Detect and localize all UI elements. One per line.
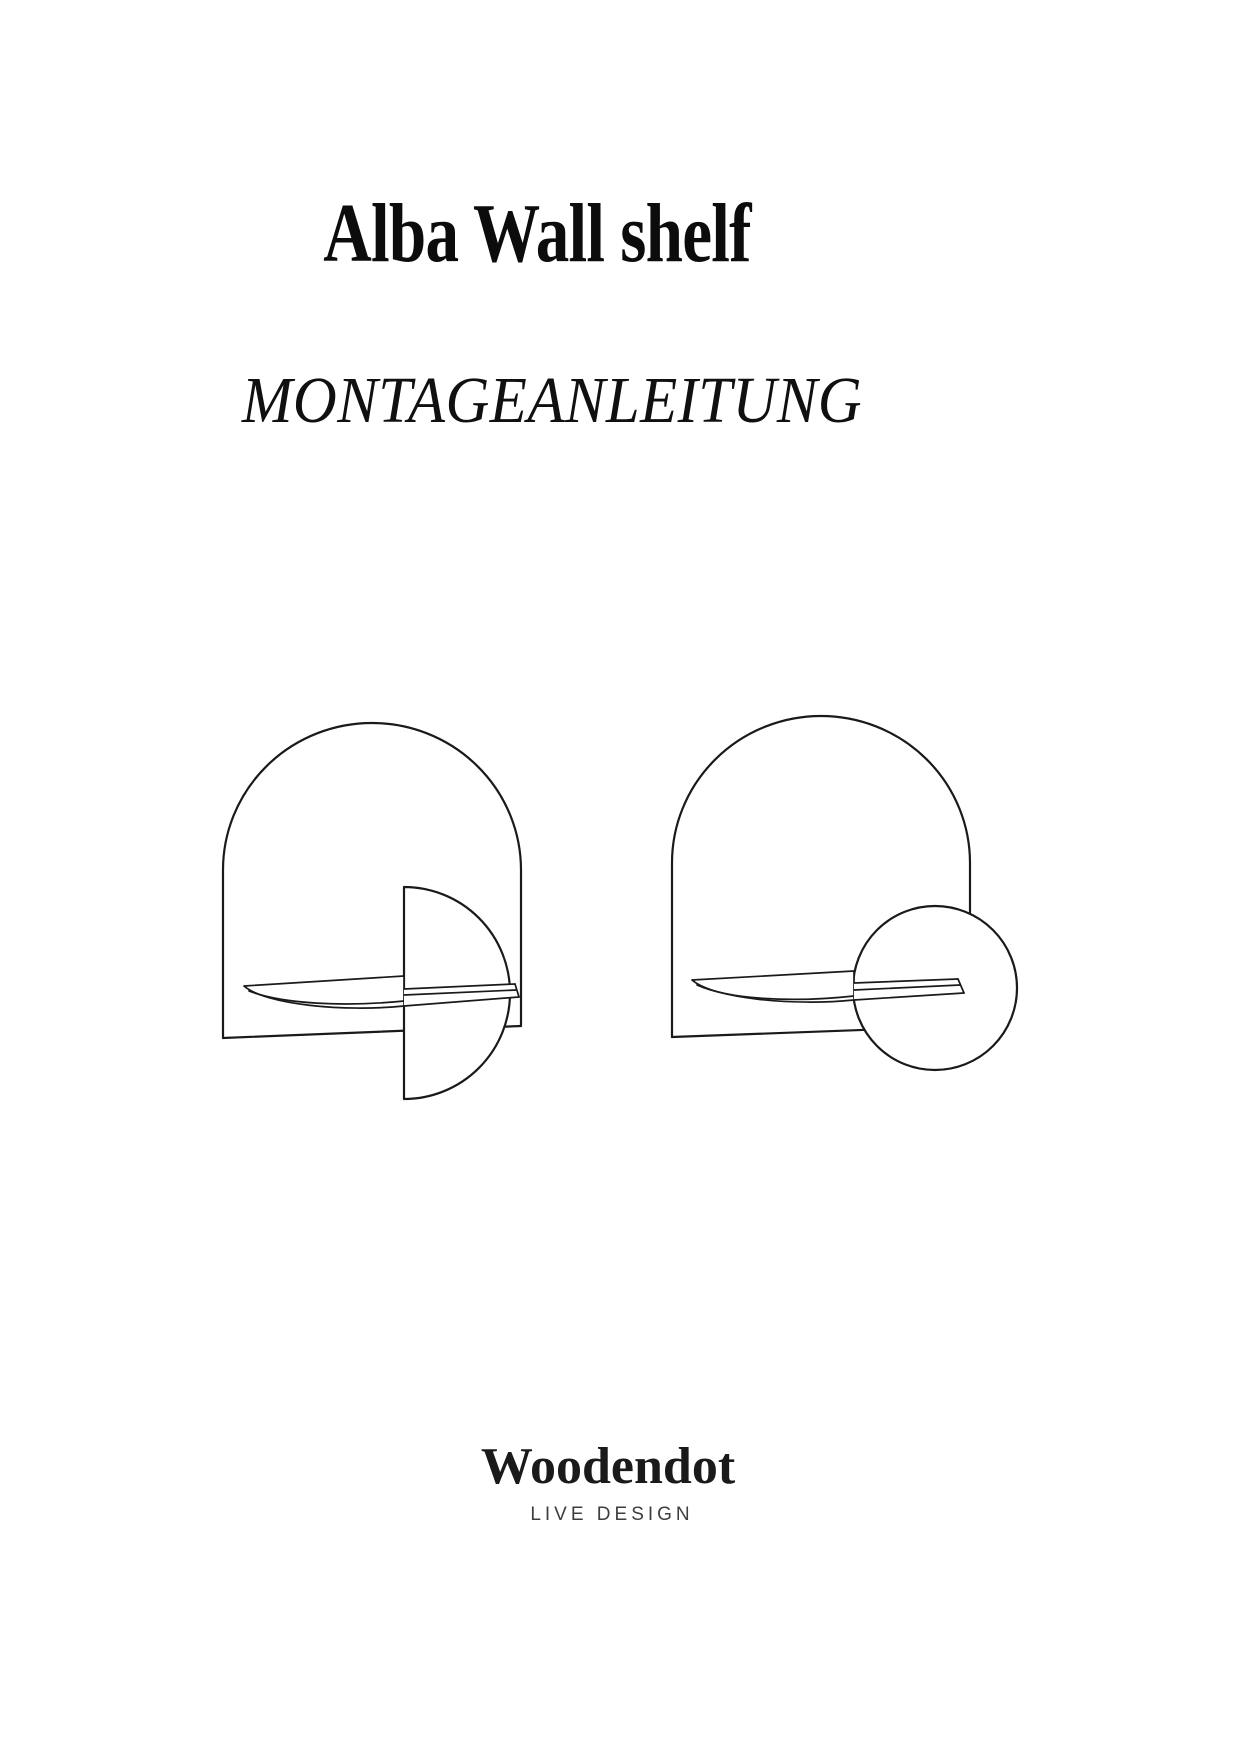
- page-subtitle: MONTAGEANLEITUNG: [241, 364, 863, 437]
- assembly-drawings: [180, 630, 1060, 1130]
- page-subtitle-wrap: [215, 364, 889, 437]
- page-title-wrap: [270, 187, 804, 280]
- page-title: Alba Wall shelf: [323, 187, 751, 280]
- brand-tagline-wrap: [530, 1505, 693, 1525]
- shelf-front-drawing: [672, 716, 1017, 1070]
- brand-tagline: LIVE DESIGN: [530, 1504, 694, 1525]
- brand-logo-wrap: [480, 1438, 736, 1495]
- brand-logo-text: Woodendot: [480, 1438, 736, 1495]
- shelf-perspective-drawing: [223, 723, 521, 1099]
